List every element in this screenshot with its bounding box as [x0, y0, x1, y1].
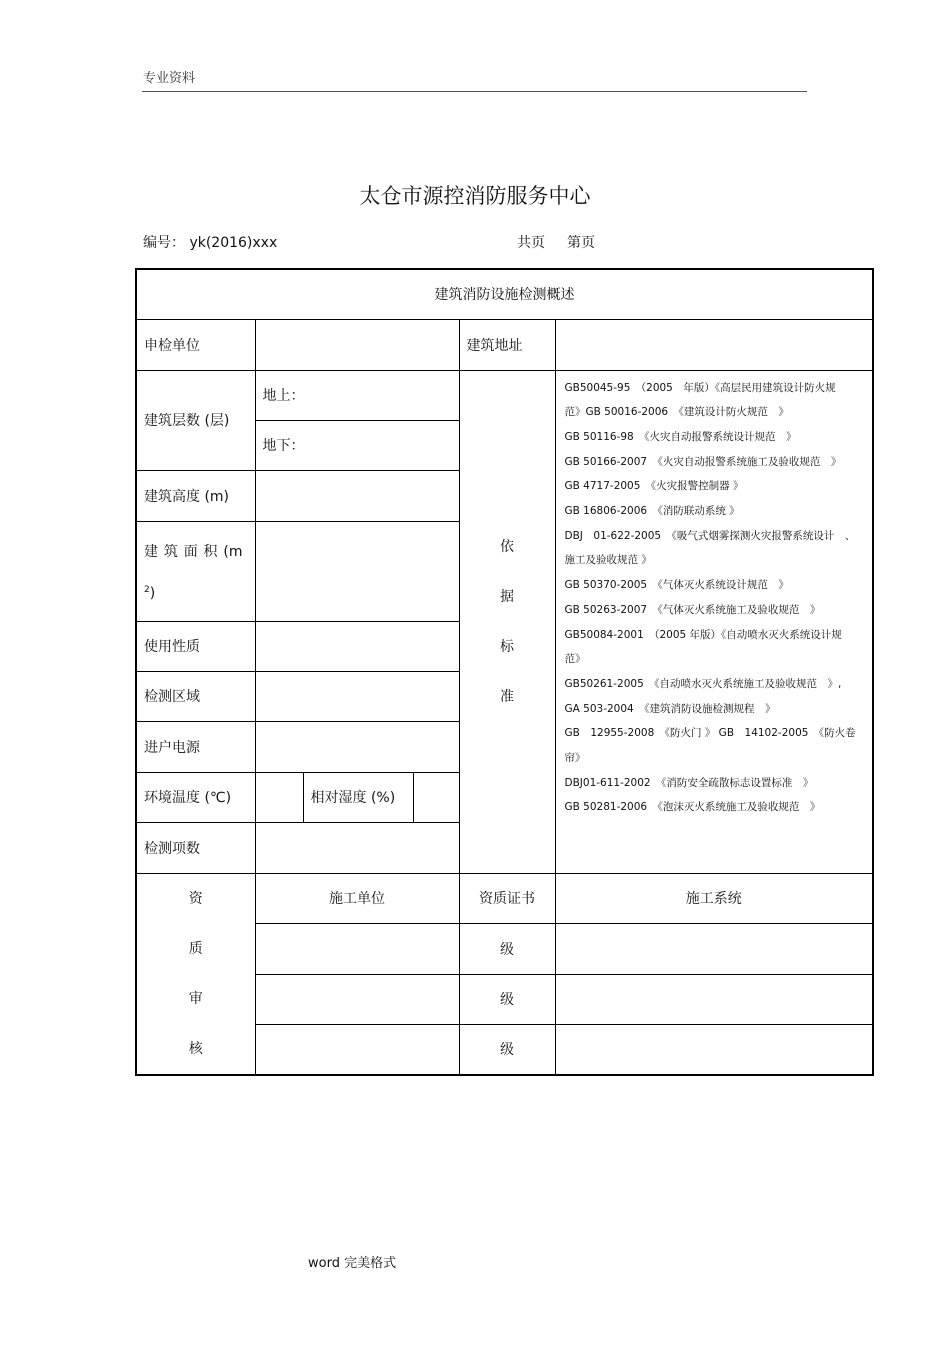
power-label: 进户电源 — [136, 721, 255, 772]
item-count-field[interactable] — [255, 822, 459, 873]
inspection-unit-label: 申检单位 — [136, 319, 255, 370]
standard-line: GB 50116-98 《火灾自动报警系统设计规范 》 — [564, 430, 797, 443]
height-label: 建筑高度 (m) — [136, 470, 255, 521]
standard-line: 施工及验收规范 》 — [564, 554, 652, 567]
standard-line: GA 503-2004 《建筑消防设施检测规程 》 — [564, 702, 776, 715]
standard-line: GB 50281-2006 《泡沫灭火系统施工及验收规范 》 — [564, 801, 821, 814]
form-heading: 建筑消防设施检测概述 — [136, 269, 873, 319]
basis-char: 依 — [500, 538, 514, 555]
construction-system-field[interactable] — [555, 923, 873, 974]
qualification-review-label — [136, 873, 255, 1075]
area-unit-superscript: 2 — [144, 584, 150, 595]
standards-cell — [555, 370, 873, 873]
document-number: 编号： yk(2016)xxx — [143, 235, 278, 251]
construction-system-header: 施工系统 — [555, 873, 873, 923]
header-rule — [142, 91, 807, 92]
standard-line: 范》 — [564, 653, 586, 666]
certificate-level[interactable]: 级 — [459, 974, 555, 1024]
item-count-label: 检测项数 — [136, 822, 255, 873]
usage-field[interactable] — [255, 621, 459, 671]
standards-list — [565, 376, 867, 821]
basis-char: 准 — [500, 688, 514, 705]
area-label-close: ) — [149, 585, 156, 602]
standard-line: 帘》 — [564, 752, 586, 765]
qual-char: 审 — [188, 990, 203, 1007]
certificate-level[interactable]: 级 — [459, 923, 555, 974]
basis-label — [459, 370, 555, 873]
building-address-label: 建筑地址 — [459, 319, 555, 370]
standard-line: GB 16806-2006 《消防联动系统 》 — [564, 505, 740, 518]
qual-char: 资 — [188, 890, 203, 907]
region-label: 检测区域 — [136, 671, 255, 721]
standard-line: GB50084-2001 （2005 年版）《自动喷水灭火系统设计规 — [564, 628, 842, 641]
certificate-header: 资质证书 — [459, 873, 555, 923]
standard-line: GB 50166-2007 《火灾自动报警系统施工及验收规范 》 — [564, 455, 842, 468]
document-title: 太仓市源控消防服务中心 — [359, 184, 591, 208]
standard-line: GB 12955-2008 《防火门 》 GB 14102-2005 《防火卷 — [564, 727, 856, 740]
standard-line: DBJ 01-622-2005 《吸气式烟雾探测火灾报警系统设计 、 — [564, 529, 856, 542]
construction-system-field[interactable] — [555, 1024, 873, 1074]
standard-line: GB 50370-2005 《气体灭火系统设计规范 》 — [564, 579, 789, 592]
construction-unit-field[interactable] — [255, 923, 459, 974]
inspection-unit-field[interactable] — [255, 319, 459, 370]
standard-line: GB50045-95 （2005 年版）《高层民用建筑设计防火规 — [564, 381, 836, 394]
humidity-field[interactable] — [413, 772, 459, 822]
standard-line: 范》GB 50016-2006 《建筑设计防火规范 》 — [564, 406, 789, 419]
standard-line: DBJ01-611-2002 《消防安全疏散标志设置标准 》 — [564, 776, 814, 789]
standard-line: GB 50263-2007 《气体灭火系统施工及验收规范 》 — [564, 603, 821, 616]
usage-label: 使用性质 — [136, 621, 255, 671]
construction-unit-header: 施工单位 — [255, 873, 459, 923]
basis-char: 标 — [500, 638, 514, 655]
height-field[interactable] — [255, 470, 459, 521]
basis-char: 据 — [500, 588, 514, 605]
total-pages: 共页 — [517, 235, 545, 251]
env-temp-field[interactable] — [255, 772, 303, 822]
construction-unit-field[interactable] — [255, 1024, 459, 1074]
header-label: 专业资料 — [143, 71, 196, 86]
env-temp-label: 环境温度 (℃) — [136, 772, 255, 822]
qual-char: 核 — [188, 1040, 203, 1057]
standard-line: GB50261-2005 《自动喷水灭火系统施工及验收规范 》, — [564, 677, 842, 690]
construction-unit-field[interactable] — [255, 974, 459, 1024]
power-field[interactable] — [255, 721, 459, 772]
area-label — [136, 521, 255, 621]
area-field[interactable] — [255, 521, 459, 621]
footer-label: word 完美格式 — [308, 1256, 397, 1271]
building-address-field[interactable] — [555, 319, 873, 370]
standard-line: GB 4717-2005 《火灾报警控制器 》 — [564, 480, 744, 493]
area-label-text: 建 筑 面 积 (m — [144, 543, 243, 560]
certificate-level[interactable]: 级 — [459, 1024, 555, 1074]
construction-system-field[interactable] — [555, 974, 873, 1024]
current-page: 第页 — [567, 235, 595, 251]
qual-char: 质 — [188, 940, 203, 957]
below-ground-field[interactable]: 地下： — [255, 420, 459, 470]
region-field[interactable] — [255, 671, 459, 721]
inspection-form — [135, 268, 874, 1076]
above-ground-field[interactable]: 地上： — [255, 370, 459, 420]
humidity-label: 相对湿度 (%) — [303, 772, 413, 822]
floors-label: 建筑层数 (层) — [136, 370, 255, 470]
